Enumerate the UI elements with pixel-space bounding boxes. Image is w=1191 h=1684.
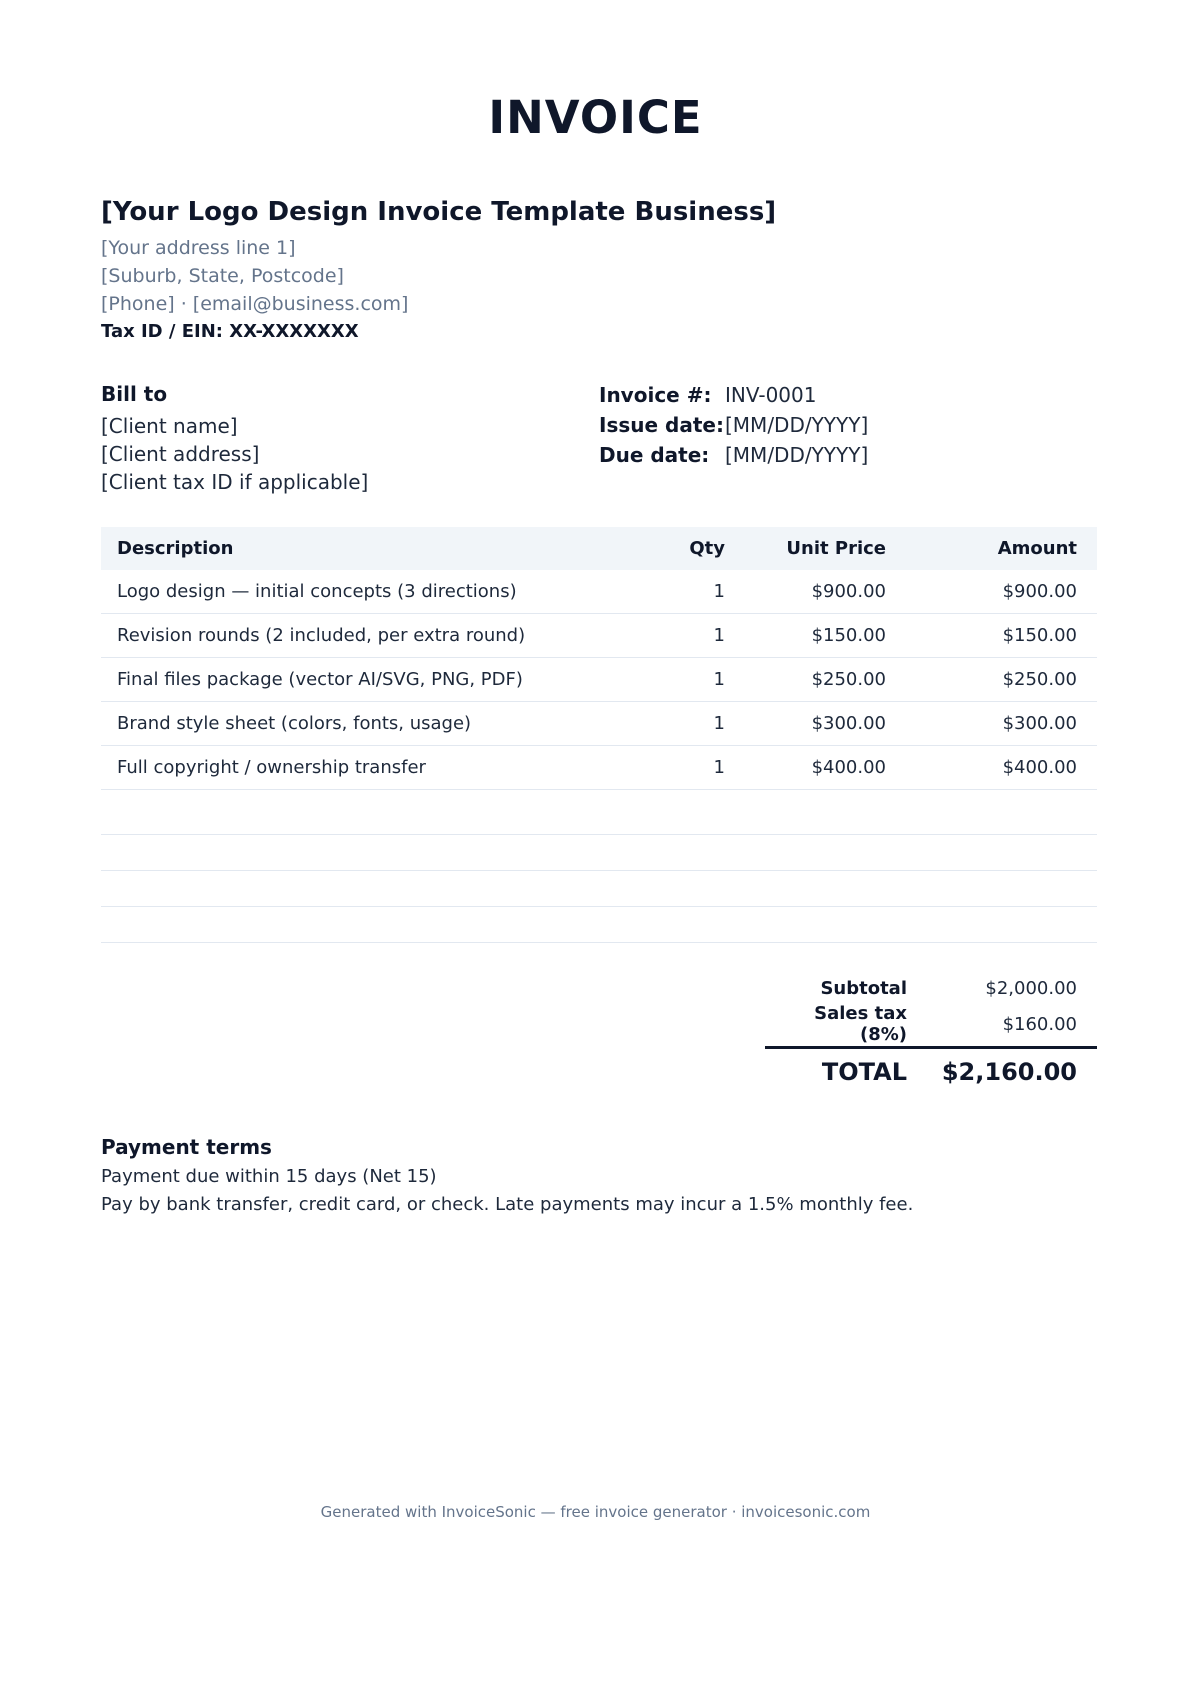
empty-table-row: [101, 835, 1097, 871]
invoice-number: INV-0001: [725, 383, 817, 407]
business-address: [101, 234, 408, 318]
table-row: [101, 702, 1097, 746]
due-date-label: Due date:: [599, 443, 710, 467]
row-amount: $900.00: [1002, 581, 1077, 602]
invoice-number-label: Invoice #:: [599, 383, 712, 407]
header-qty: Qty: [689, 538, 725, 559]
tax-value: $160.00: [1002, 1013, 1077, 1035]
bill-to-block: [101, 380, 368, 496]
row-description: Full copyright / ownership transfer: [117, 757, 426, 778]
empty-table-row: [101, 790, 1097, 835]
business-tax-id: Tax ID / EIN: XX-XXXXXXX: [101, 321, 359, 342]
grand-total-row: [765, 1049, 1097, 1095]
row-amount: $150.00: [1002, 625, 1077, 646]
line-items-table: [101, 527, 1097, 943]
row-unit-price: $250.00: [811, 669, 886, 690]
row-amount: $400.00: [1002, 757, 1077, 778]
totals-block: [765, 970, 1097, 1095]
issue-date-label: Issue date:: [599, 413, 724, 437]
row-qty: 1: [713, 581, 725, 602]
row-description: Revision rounds (2 included, per extra round): [117, 625, 526, 646]
table-header: [101, 527, 1097, 570]
invoice-number-row: [599, 380, 868, 410]
header-unit-price: Unit Price: [786, 538, 886, 559]
footer-credit: Generated with InvoiceSonic — free invoice generator · invoicesonic.com: [320, 1503, 871, 1521]
row-unit-price: $150.00: [811, 625, 886, 646]
payment-terms-line1: Payment due within 15 days (Net 15): [101, 1166, 437, 1187]
total-value: $2,160.00: [941, 1058, 1077, 1086]
empty-table-row: [101, 907, 1097, 943]
row-qty: 1: [713, 625, 725, 646]
payment-terms-label: Payment terms: [101, 1135, 272, 1159]
due-date-row: [599, 440, 868, 470]
client-address: [Client address]: [101, 442, 260, 466]
client-name: [Client name]: [101, 414, 238, 438]
empty-table-row: [101, 871, 1097, 907]
row-qty: 1: [713, 757, 725, 778]
row-description: Logo design — initial concepts (3 directions): [117, 581, 517, 602]
issue-date-row: [599, 410, 868, 440]
subtotal-row: [765, 970, 1097, 1006]
tax-row: [765, 1003, 1097, 1045]
subtotal-value: $2,000.00: [985, 977, 1077, 999]
row-unit-price: $400.00: [811, 757, 886, 778]
due-date: [MM/DD/YYYY]: [725, 443, 869, 467]
row-qty: 1: [713, 669, 725, 690]
row-unit-price: $900.00: [811, 581, 886, 602]
row-amount: $300.00: [1002, 713, 1077, 734]
invoice-meta: [599, 380, 868, 470]
business-address-line1: [Your address line 1]: [101, 237, 296, 259]
business-name: [Your Logo Design Invoice Template Business]: [101, 197, 777, 227]
business-contact: [Phone] · [email@business.com]: [101, 293, 409, 315]
issue-date: [MM/DD/YYYY]: [725, 413, 869, 437]
row-description: Final files package (vector AI/SVG, PNG, PDF): [117, 669, 523, 690]
row-unit-price: $300.00: [811, 713, 886, 734]
table-row: [101, 658, 1097, 702]
payment-terms-line2: Pay by bank transfer, credit card, or check. Late payments may incur a 1.5% monthly fee.: [101, 1194, 914, 1215]
tax-label: Sales tax (8%): [814, 1003, 907, 1045]
header-amount: Amount: [997, 538, 1077, 559]
invoice-title: INVOICE: [488, 91, 703, 144]
business-address-line2: [Suburb, State, Postcode]: [101, 265, 344, 287]
table-row: [101, 746, 1097, 790]
row-description: Brand style sheet (colors, fonts, usage): [117, 713, 472, 734]
client-tax-id: [Client tax ID if applicable]: [101, 470, 369, 494]
header-description: Description: [117, 538, 234, 559]
table-row: [101, 614, 1097, 658]
subtotal-label: Subtotal: [820, 977, 907, 999]
payment-terms: [101, 1131, 913, 1219]
table-row: [101, 570, 1097, 614]
row-amount: $250.00: [1002, 669, 1077, 690]
row-qty: 1: [713, 713, 725, 734]
total-label: TOTAL: [821, 1058, 907, 1086]
bill-to-label: Bill to: [101, 382, 168, 406]
